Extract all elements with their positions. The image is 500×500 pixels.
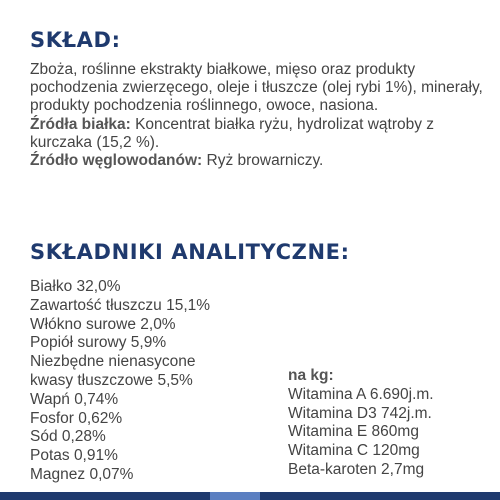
nutrient-item: Białko 32,0% bbox=[30, 278, 121, 295]
nutrient-item: Fosfor 0,62% bbox=[30, 409, 123, 427]
composition-section bbox=[30, 61, 485, 170]
nutrient-item: Sód 0,28% bbox=[30, 428, 106, 446]
vitamin-item: Witamina E 860mg bbox=[288, 423, 419, 441]
vitamin-item: Beta-karoten 2,7mg bbox=[288, 460, 425, 478]
carb-sources-line bbox=[30, 152, 485, 170]
vitamin-item: Witamina D3 742j.m. bbox=[288, 404, 432, 422]
carb-sources-label: Źródło węglowodanów: bbox=[30, 152, 203, 170]
vitamin-item: Witamina C 120mg bbox=[288, 442, 420, 460]
nutrient-item: Zawartość tłuszczu 15,1% bbox=[30, 296, 211, 314]
protein-sources-line bbox=[30, 116, 485, 152]
nutrient-item: Potas 0,91% bbox=[30, 447, 118, 465]
composition-heading: SKŁAD: bbox=[30, 28, 121, 52]
analytical-list bbox=[30, 278, 210, 485]
nutrient-item: Niezbędne nienasycone bbox=[30, 353, 196, 371]
protein-sources-value: Koncentrat białka ryżu, hydrolizat wątroby z kurczaka (15,2 %). bbox=[30, 115, 435, 151]
nutrient-item: Włókno surowe 2,0% bbox=[30, 315, 176, 333]
carb-sources-value: Ryż browarniczy. bbox=[202, 152, 324, 170]
nutrient-item: Magnez 0,07% bbox=[30, 465, 134, 483]
nutrient-item: Wapń 0,74% bbox=[30, 390, 119, 408]
protein-sources-label: Źródła białka: bbox=[30, 115, 131, 133]
vitamin-item: Witamina A 6.690j.m. bbox=[288, 385, 434, 403]
nutrient-item: Popiół surowy 5,9% bbox=[30, 334, 167, 352]
vitamins-list bbox=[288, 367, 434, 480]
bottom-bar-accent bbox=[210, 492, 260, 500]
analytical-heading: SKŁADNIKI ANALITYCZNE: bbox=[30, 240, 350, 264]
vitamins-heading: na kg: bbox=[288, 367, 334, 384]
nutrient-item: kwasy tłuszczowe 5,5% bbox=[30, 371, 193, 389]
ingredients-text: Zboża, roślinne ekstrakty białkowe, mięso oraz produkty pochodzenia zwierzęcego, oleje i tłuszcze (olej rybi 1%), minerały, produkty pochodzenia roślinnego, owoce, nasiona. bbox=[30, 61, 483, 115]
